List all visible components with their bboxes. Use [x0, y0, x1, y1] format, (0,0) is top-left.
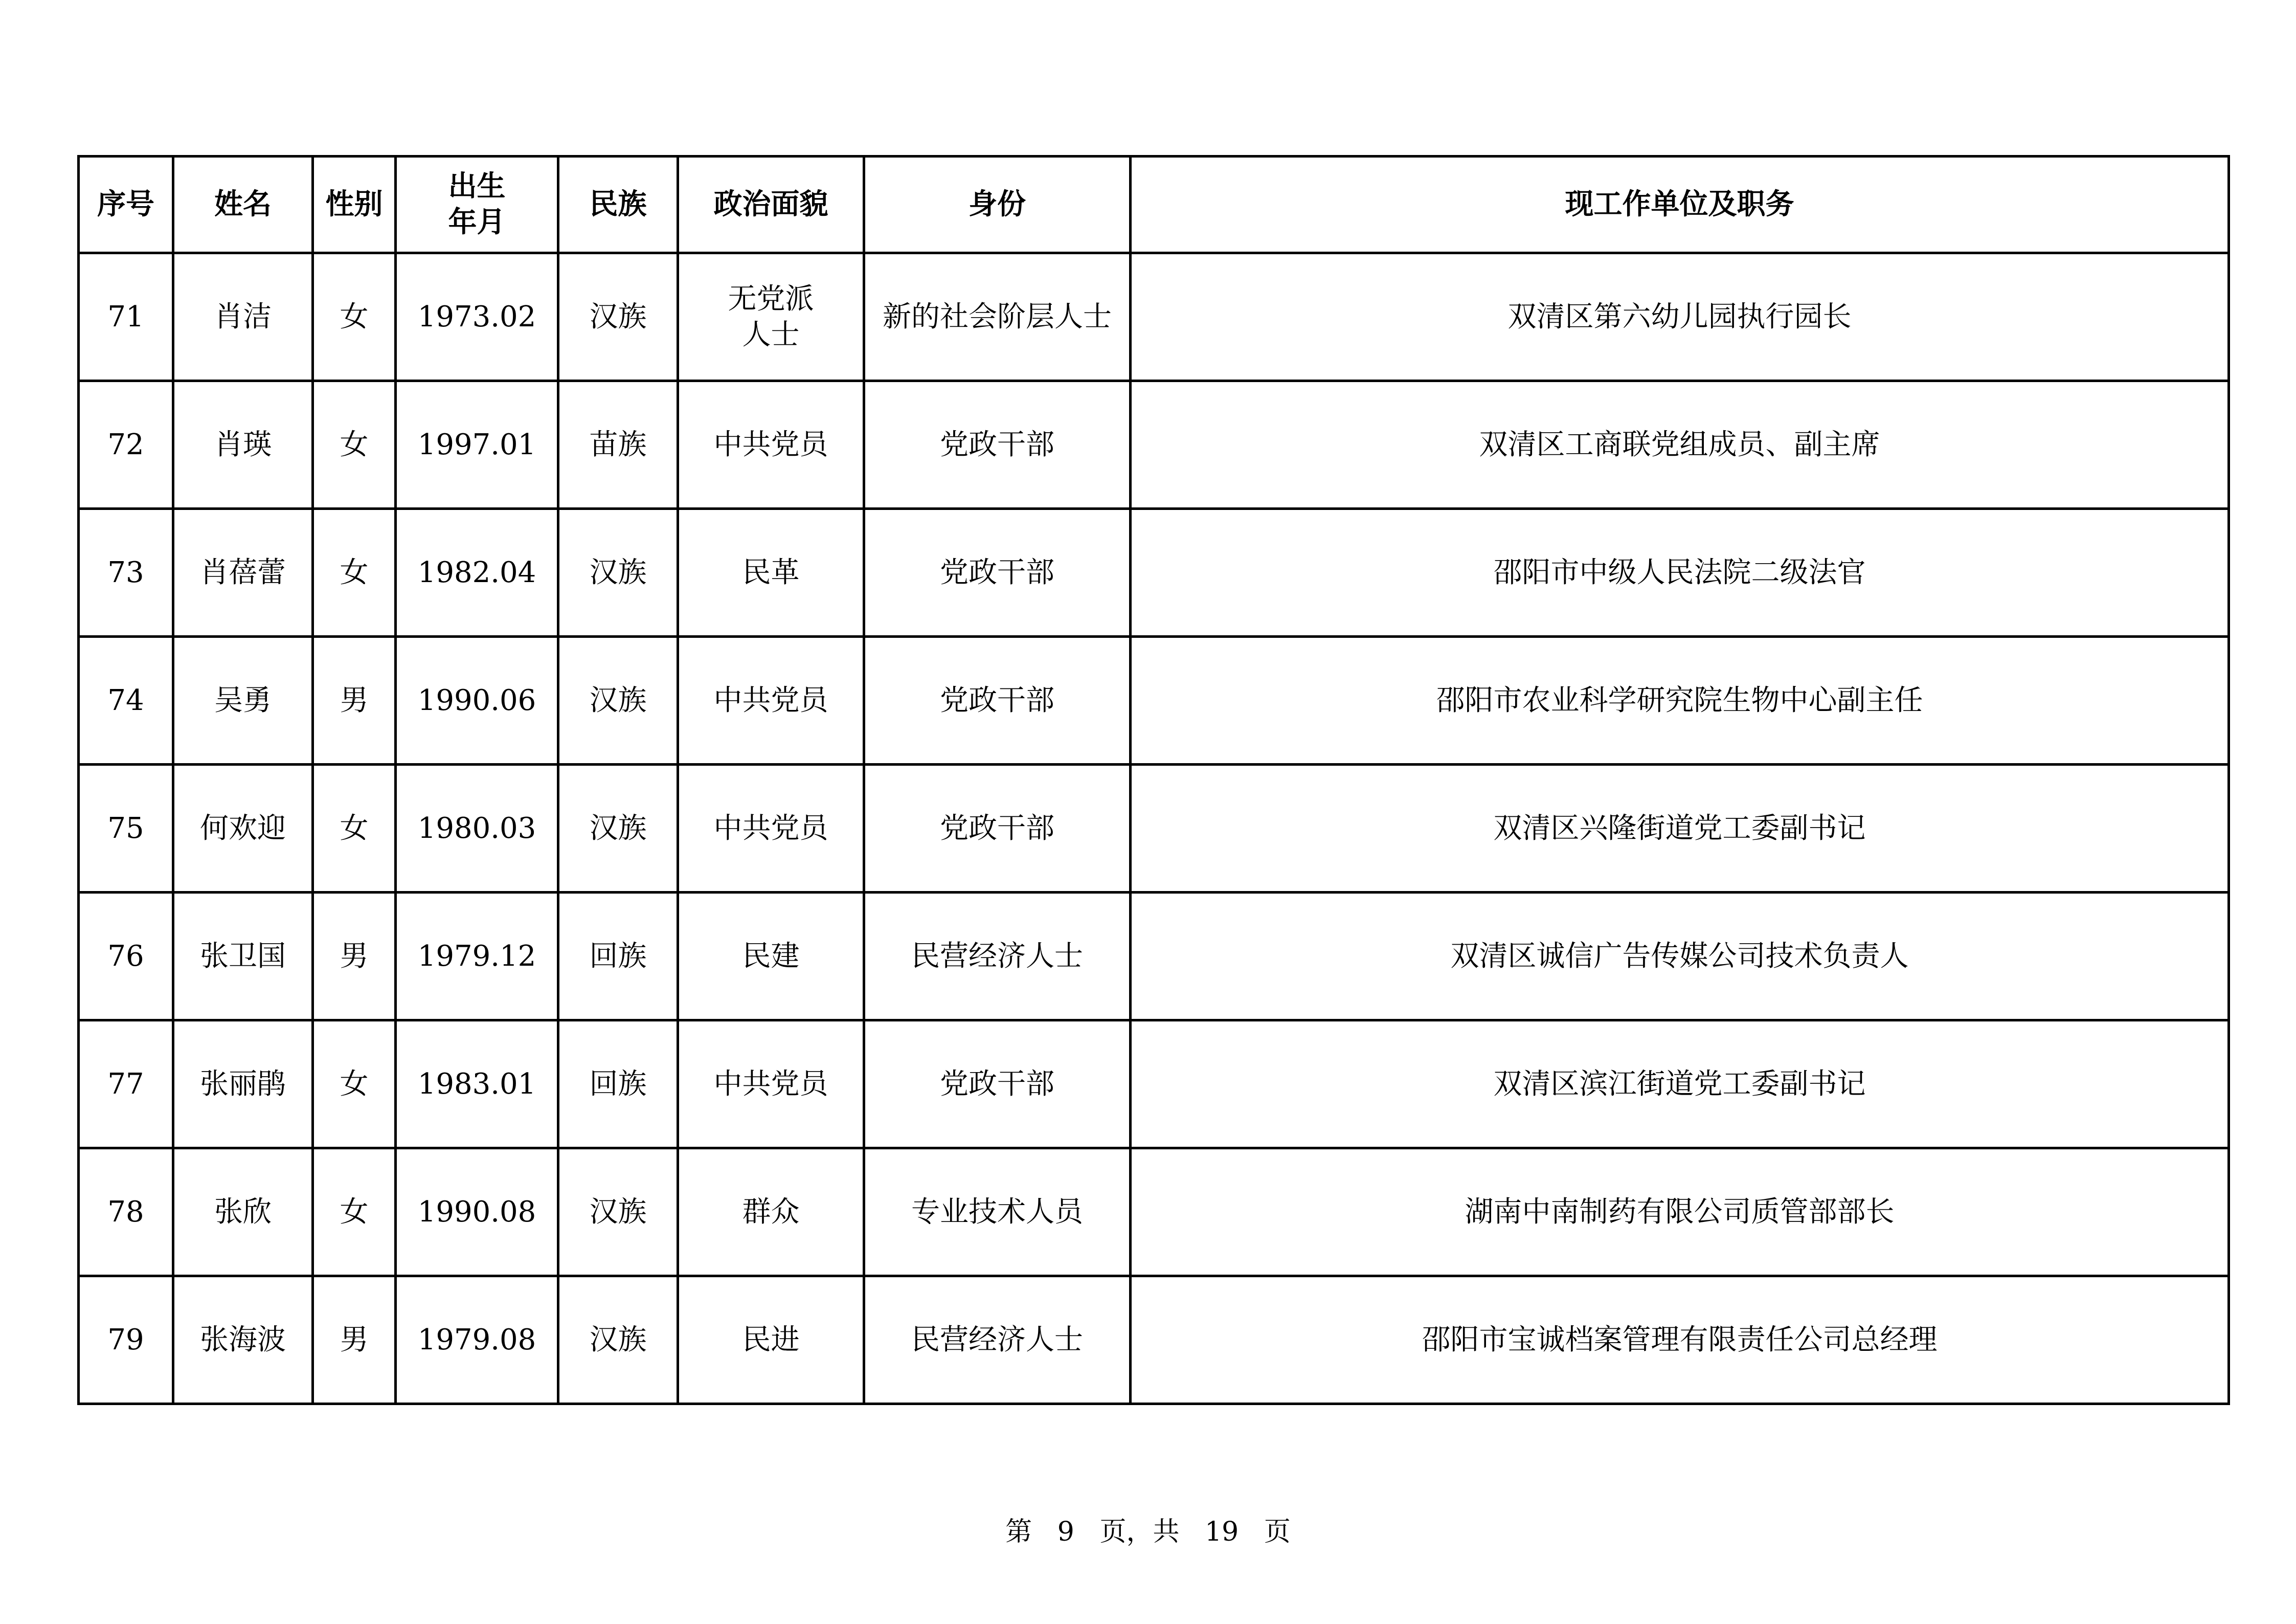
- cell-work: 双清区诚信广告传媒公司技术负责人: [1131, 893, 2229, 1020]
- page-footer: [0, 1514, 2296, 1550]
- table-row: [79, 381, 2229, 509]
- cell-seq: 71: [79, 253, 173, 381]
- cell-identity: 党政干部: [864, 637, 1131, 765]
- cell-ethnicity: 汉族: [558, 637, 678, 765]
- cell-work: 湖南中南制药有限公司质管部部长: [1131, 1148, 2229, 1276]
- table-row: [79, 1276, 2229, 1404]
- cell-birth: 1990.08: [396, 1148, 558, 1276]
- cell-political: [678, 1276, 864, 1404]
- cell-ethnicity: 回族: [558, 1020, 678, 1148]
- header-birth: [396, 157, 558, 253]
- cell-birth: 1979.12: [396, 893, 558, 1020]
- cell-birth: 1979.08: [396, 1276, 558, 1404]
- cell-political: [678, 1020, 864, 1148]
- cell-gender: 男: [313, 1276, 396, 1404]
- cell-birth: 1982.04: [396, 509, 558, 637]
- cell-political: [678, 765, 864, 893]
- cell-name: 肖瑛: [173, 381, 313, 509]
- cell-birth: 1980.03: [396, 765, 558, 893]
- member-table: [77, 155, 2230, 1405]
- cell-ethnicity: 汉族: [558, 253, 678, 381]
- table-row: [79, 637, 2229, 765]
- header-birth-line2: 年月: [448, 206, 506, 239]
- table-row: [79, 1148, 2229, 1276]
- cell-gender: 男: [313, 893, 396, 1020]
- cell-work: 双清区第六幼儿园执行园长: [1131, 253, 2229, 381]
- cell-political-line1: 中共党员: [713, 683, 828, 717]
- cell-political: [678, 509, 864, 637]
- cell-gender: 男: [313, 637, 396, 765]
- cell-seq: 73: [79, 509, 173, 637]
- header-birth-line1: 出生: [448, 170, 506, 203]
- cell-identity: 党政干部: [864, 381, 1131, 509]
- footer-page-number: 9: [1057, 1517, 1074, 1547]
- header-ethnicity: 民族: [558, 157, 678, 253]
- cell-work: 邵阳市宝诚档案管理有限责任公司总经理: [1131, 1276, 2229, 1404]
- cell-identity: 民营经济人士: [864, 1276, 1131, 1404]
- cell-work: 双清区工商联党组成员、副主席: [1131, 381, 2229, 509]
- cell-birth: 1990.06: [396, 637, 558, 765]
- cell-ethnicity: 汉族: [558, 765, 678, 893]
- cell-seq: 79: [79, 1276, 173, 1404]
- cell-identity: 民营经济人士: [864, 893, 1131, 1020]
- cell-ethnicity: 苗族: [558, 381, 678, 509]
- cell-work: 邵阳市中级人民法院二级法官: [1131, 509, 2229, 637]
- cell-name: 何欢迎: [173, 765, 313, 893]
- cell-political-line1: 无党派: [728, 282, 814, 316]
- cell-name: 张欣: [173, 1148, 313, 1276]
- cell-identity: 新的社会阶层人士: [864, 253, 1131, 381]
- cell-political-line1: 民建: [742, 939, 800, 973]
- cell-gender: 女: [313, 509, 396, 637]
- header-seq: 序号: [79, 157, 173, 253]
- table-row: [79, 253, 2229, 381]
- cell-ethnicity: 汉族: [558, 1148, 678, 1276]
- cell-name: 吴勇: [173, 637, 313, 765]
- cell-name: 张丽鹃: [173, 1020, 313, 1148]
- cell-identity: 党政干部: [864, 1020, 1131, 1148]
- cell-seq: 77: [79, 1020, 173, 1148]
- table-row: [79, 893, 2229, 1020]
- footer-total-pages: 19: [1205, 1517, 1239, 1547]
- header-gender: 性别: [313, 157, 396, 253]
- cell-political-line1: 群众: [742, 1195, 800, 1229]
- cell-political-line1: 民革: [742, 555, 800, 589]
- cell-name: 肖洁: [173, 253, 313, 381]
- cell-political: [678, 1148, 864, 1276]
- footer-suffix: 页: [1264, 1517, 1291, 1547]
- cell-identity: 党政干部: [864, 509, 1131, 637]
- cell-political-line1: 中共党员: [713, 811, 828, 845]
- cell-birth: 1973.02: [396, 253, 558, 381]
- cell-work: 邵阳市农业科学研究院生物中心副主任: [1131, 637, 2229, 765]
- table-body: [79, 253, 2229, 1404]
- cell-political-line1: 民进: [742, 1323, 800, 1356]
- header-work: 现工作单位及职务: [1131, 157, 2229, 253]
- cell-gender: 女: [313, 253, 396, 381]
- cell-seq: 72: [79, 381, 173, 509]
- header-name: 姓名: [173, 157, 313, 253]
- cell-gender: 女: [313, 1020, 396, 1148]
- cell-political-line1: 中共党员: [713, 1067, 828, 1101]
- table-row: [79, 509, 2229, 637]
- cell-name: 张海波: [173, 1276, 313, 1404]
- cell-political: [678, 381, 864, 509]
- cell-work: 双清区滨江街道党工委副书记: [1131, 1020, 2229, 1148]
- footer-prefix: 第: [1005, 1517, 1032, 1547]
- header-political: 政治面貌: [678, 157, 864, 253]
- cell-political: [678, 637, 864, 765]
- cell-ethnicity: 汉族: [558, 509, 678, 637]
- cell-seq: 75: [79, 765, 173, 893]
- cell-political-line1: 中共党员: [713, 428, 828, 461]
- table-row: [79, 1020, 2229, 1148]
- cell-name: 肖蓓蕾: [173, 509, 313, 637]
- cell-seq: 78: [79, 1148, 173, 1276]
- footer-middle: 页，共: [1099, 1517, 1180, 1547]
- cell-identity: 专业技术人员: [864, 1148, 1131, 1276]
- header-identity: 身份: [864, 157, 1131, 253]
- cell-seq: 74: [79, 637, 173, 765]
- cell-gender: 女: [313, 1148, 396, 1276]
- cell-work: 双清区兴隆街道党工委副书记: [1131, 765, 2229, 893]
- cell-seq: 76: [79, 893, 173, 1020]
- cell-political-line2: 人士: [742, 318, 800, 351]
- header-row: [79, 157, 2229, 253]
- cell-gender: 女: [313, 381, 396, 509]
- cell-ethnicity: 回族: [558, 893, 678, 1020]
- cell-gender: 女: [313, 765, 396, 893]
- cell-birth: 1997.01: [396, 381, 558, 509]
- cell-ethnicity: 汉族: [558, 1276, 678, 1404]
- cell-political: [678, 893, 864, 1020]
- cell-name: 张卫国: [173, 893, 313, 1020]
- cell-birth: 1983.01: [396, 1020, 558, 1148]
- table-row: [79, 765, 2229, 893]
- cell-political: [678, 253, 864, 381]
- cell-identity: 党政干部: [864, 765, 1131, 893]
